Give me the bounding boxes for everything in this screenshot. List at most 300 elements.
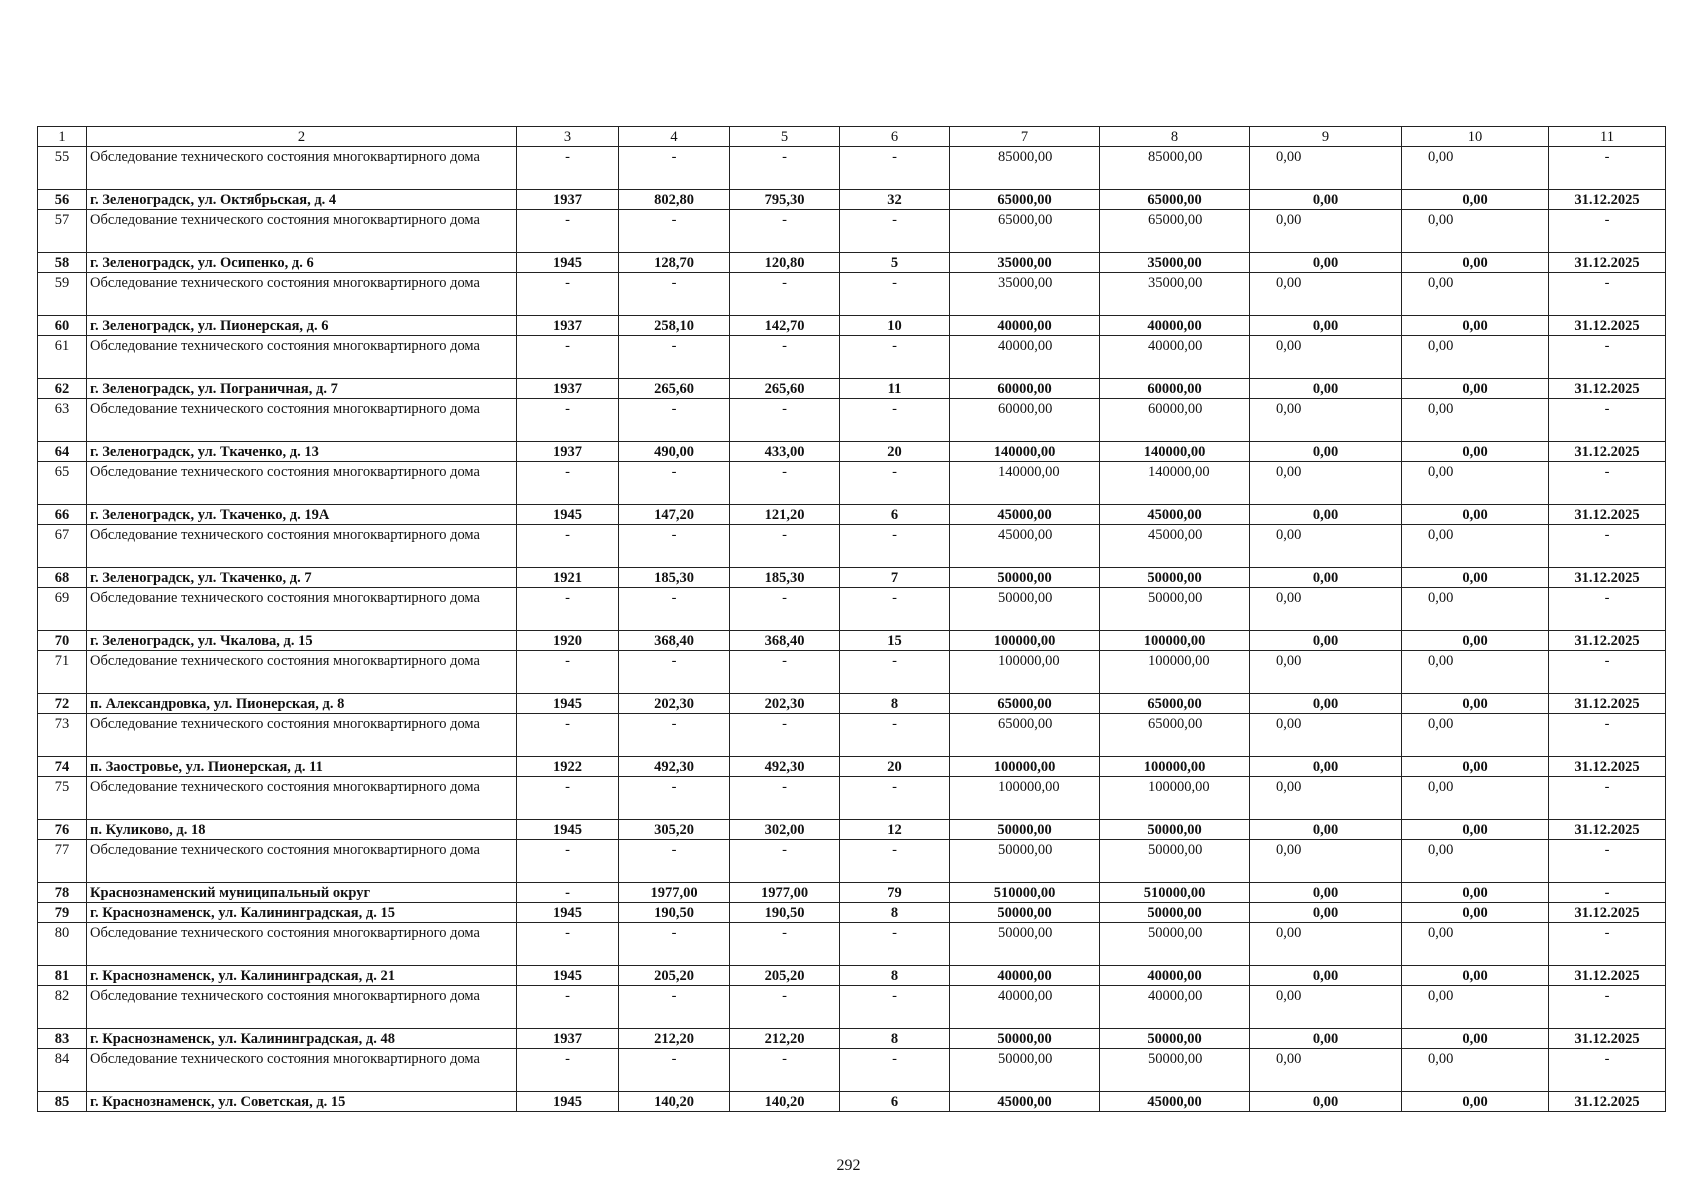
cost-fund-cell: 50000,00 bbox=[1100, 1049, 1250, 1092]
year-cell: 1945 bbox=[517, 966, 619, 986]
cost-budget-cell: 0,00 bbox=[1250, 820, 1402, 840]
row-number-cell: 64 bbox=[38, 442, 87, 462]
cost-other-cell: 0,00 bbox=[1402, 568, 1549, 588]
area-living-cell: 212,20 bbox=[730, 1029, 840, 1049]
name-cell: Обследование технического состояния многоквартирного дома bbox=[87, 525, 517, 568]
year-cell: - bbox=[517, 923, 619, 966]
year-cell: 1945 bbox=[517, 253, 619, 273]
deadline-cell: - bbox=[1549, 147, 1666, 190]
deadline-cell: 31.12.2025 bbox=[1549, 820, 1666, 840]
cost-budget-cell: 0,00 bbox=[1250, 777, 1402, 820]
residents-cell: - bbox=[840, 399, 950, 442]
area-total-cell: - bbox=[619, 273, 730, 316]
area-living-cell: - bbox=[730, 1049, 840, 1092]
area-total-cell: - bbox=[619, 651, 730, 694]
cost-other-cell: 0,00 bbox=[1402, 986, 1549, 1029]
cost-fund-cell: 50000,00 bbox=[1100, 568, 1250, 588]
row-number-cell: 76 bbox=[38, 820, 87, 840]
area-total-cell: - bbox=[619, 840, 730, 883]
area-total-cell: 265,60 bbox=[619, 379, 730, 399]
area-total-cell: 492,30 bbox=[619, 757, 730, 777]
deadline-cell: 31.12.2025 bbox=[1549, 1029, 1666, 1049]
cost-other-cell: 0,00 bbox=[1402, 442, 1549, 462]
name-cell: п. Александровка, ул. Пионерская, д. 8 bbox=[87, 694, 517, 714]
area-total-cell: - bbox=[619, 210, 730, 253]
cost-fund-cell: 100000,00 bbox=[1100, 777, 1250, 820]
row-number-cell: 83 bbox=[38, 1029, 87, 1049]
residents-cell: 8 bbox=[840, 903, 950, 923]
name-cell: г. Зеленоградск, ул. Ткаченко, д. 19А bbox=[87, 505, 517, 525]
residents-cell: - bbox=[840, 210, 950, 253]
residents-cell: - bbox=[840, 336, 950, 379]
cost-fund-cell: 40000,00 bbox=[1100, 966, 1250, 986]
column-number-cell: 3 bbox=[517, 127, 619, 147]
column-number-cell: 4 bbox=[619, 127, 730, 147]
cost-total-cell: 50000,00 bbox=[950, 1049, 1100, 1092]
name-cell: Обследование технического состояния многоквартирного дома bbox=[87, 462, 517, 505]
deadline-cell: - bbox=[1549, 525, 1666, 568]
building-row bbox=[38, 757, 1666, 777]
name-cell: г. Зеленоградск, ул. Осипенко, д. 6 bbox=[87, 253, 517, 273]
deadline-cell: - bbox=[1549, 714, 1666, 757]
cost-total-cell: 50000,00 bbox=[950, 820, 1100, 840]
cost-fund-cell: 100000,00 bbox=[1100, 631, 1250, 651]
year-cell: 1945 bbox=[517, 820, 619, 840]
cost-fund-cell: 140000,00 bbox=[1100, 462, 1250, 505]
deadline-cell: - bbox=[1549, 651, 1666, 694]
residents-cell: 7 bbox=[840, 568, 950, 588]
cost-other-cell: 0,00 bbox=[1402, 210, 1549, 253]
cost-other-cell: 0,00 bbox=[1402, 923, 1549, 966]
name-cell: п. Заостровье, ул. Пионерская, д. 11 bbox=[87, 757, 517, 777]
column-number-cell: 11 bbox=[1549, 127, 1666, 147]
year-cell: 1920 bbox=[517, 631, 619, 651]
work-item-row bbox=[38, 651, 1666, 694]
cost-total-cell: 50000,00 bbox=[950, 903, 1100, 923]
name-cell: г. Краснознаменск, ул. Калининградская, д. 15 bbox=[87, 903, 517, 923]
building-row bbox=[38, 442, 1666, 462]
column-number-row bbox=[38, 127, 1666, 147]
name-cell: Обследование технического состояния многоквартирного дома bbox=[87, 651, 517, 694]
work-item-row bbox=[38, 986, 1666, 1029]
residents-cell: 8 bbox=[840, 1029, 950, 1049]
name-cell: г. Краснознаменск, ул. Калининградская, д. 48 bbox=[87, 1029, 517, 1049]
cost-fund-cell: 100000,00 bbox=[1100, 757, 1250, 777]
residents-cell: - bbox=[840, 923, 950, 966]
building-row bbox=[38, 820, 1666, 840]
deadline-cell: - bbox=[1549, 210, 1666, 253]
row-number-cell: 69 bbox=[38, 588, 87, 631]
area-living-cell: - bbox=[730, 462, 840, 505]
cost-fund-cell: 50000,00 bbox=[1100, 588, 1250, 631]
area-living-cell: - bbox=[730, 840, 840, 883]
area-living-cell: - bbox=[730, 147, 840, 190]
cost-total-cell: 65000,00 bbox=[950, 210, 1100, 253]
name-cell: г. Зеленоградск, ул. Октябрьская, д. 4 bbox=[87, 190, 517, 210]
residents-cell: 8 bbox=[840, 694, 950, 714]
cost-total-cell: 50000,00 bbox=[950, 588, 1100, 631]
cost-budget-cell: 0,00 bbox=[1250, 1092, 1402, 1112]
building-row bbox=[38, 568, 1666, 588]
row-number-cell: 56 bbox=[38, 190, 87, 210]
cost-total-cell: 35000,00 bbox=[950, 253, 1100, 273]
deadline-cell: 31.12.2025 bbox=[1549, 316, 1666, 336]
residents-cell: 79 bbox=[840, 883, 950, 903]
column-number-cell: 1 bbox=[38, 127, 87, 147]
residents-cell: - bbox=[840, 462, 950, 505]
year-cell: 1937 bbox=[517, 316, 619, 336]
name-cell: г. Зеленоградск, ул. Пионерская, д. 6 bbox=[87, 316, 517, 336]
area-total-cell: - bbox=[619, 588, 730, 631]
cost-budget-cell: 0,00 bbox=[1250, 316, 1402, 336]
area-total-cell: 490,00 bbox=[619, 442, 730, 462]
row-number-cell: 60 bbox=[38, 316, 87, 336]
name-cell: Обследование технического состояния многоквартирного дома bbox=[87, 588, 517, 631]
area-living-cell: 302,00 bbox=[730, 820, 840, 840]
cost-total-cell: 100000,00 bbox=[950, 757, 1100, 777]
deadline-cell: - bbox=[1549, 462, 1666, 505]
work-item-row bbox=[38, 147, 1666, 190]
cost-fund-cell: 40000,00 bbox=[1100, 316, 1250, 336]
row-number-cell: 68 bbox=[38, 568, 87, 588]
name-cell: Обследование технического состояния многоквартирного дома bbox=[87, 210, 517, 253]
cost-other-cell: 0,00 bbox=[1402, 462, 1549, 505]
building-row bbox=[38, 316, 1666, 336]
area-living-cell: 368,40 bbox=[730, 631, 840, 651]
deadline-cell: 31.12.2025 bbox=[1549, 568, 1666, 588]
cost-other-cell: 0,00 bbox=[1402, 336, 1549, 379]
cost-other-cell: 0,00 bbox=[1402, 757, 1549, 777]
work-item-row bbox=[38, 525, 1666, 568]
building-row bbox=[38, 883, 1666, 903]
row-number-cell: 75 bbox=[38, 777, 87, 820]
cost-fund-cell: 45000,00 bbox=[1100, 505, 1250, 525]
deadline-cell: 31.12.2025 bbox=[1549, 442, 1666, 462]
deadline-cell: - bbox=[1549, 399, 1666, 442]
area-total-cell: 368,40 bbox=[619, 631, 730, 651]
cost-other-cell: 0,00 bbox=[1402, 273, 1549, 316]
name-cell: Обследование технического состояния многоквартирного дома bbox=[87, 1049, 517, 1092]
building-row bbox=[38, 1092, 1666, 1112]
cost-budget-cell: 0,00 bbox=[1250, 651, 1402, 694]
area-total-cell: - bbox=[619, 336, 730, 379]
cost-fund-cell: 100000,00 bbox=[1100, 651, 1250, 694]
area-living-cell: - bbox=[730, 525, 840, 568]
year-cell: 1922 bbox=[517, 757, 619, 777]
row-number-cell: 57 bbox=[38, 210, 87, 253]
row-number-cell: 63 bbox=[38, 399, 87, 442]
row-number-cell: 85 bbox=[38, 1092, 87, 1112]
column-number-cell: 6 bbox=[840, 127, 950, 147]
year-cell: - bbox=[517, 336, 619, 379]
name-cell: г. Зеленоградск, ул. Пограничная, д. 7 bbox=[87, 379, 517, 399]
year-cell: - bbox=[517, 840, 619, 883]
year-cell: - bbox=[517, 986, 619, 1029]
cost-total-cell: 50000,00 bbox=[950, 840, 1100, 883]
deadline-cell: - bbox=[1549, 336, 1666, 379]
building-row bbox=[38, 379, 1666, 399]
work-item-row bbox=[38, 336, 1666, 379]
cost-total-cell: 45000,00 bbox=[950, 505, 1100, 525]
row-number-cell: 67 bbox=[38, 525, 87, 568]
cost-fund-cell: 85000,00 bbox=[1100, 147, 1250, 190]
cost-budget-cell: 0,00 bbox=[1250, 1029, 1402, 1049]
row-number-cell: 82 bbox=[38, 986, 87, 1029]
name-cell: г. Краснознаменск, ул. Советская, д. 15 bbox=[87, 1092, 517, 1112]
work-item-row bbox=[38, 462, 1666, 505]
cost-budget-cell: 0,00 bbox=[1250, 966, 1402, 986]
name-cell: п. Куликово, д. 18 bbox=[87, 820, 517, 840]
cost-fund-cell: 50000,00 bbox=[1100, 840, 1250, 883]
area-living-cell: 433,00 bbox=[730, 442, 840, 462]
deadline-cell: 31.12.2025 bbox=[1549, 631, 1666, 651]
cost-budget-cell: 0,00 bbox=[1250, 1049, 1402, 1092]
year-cell: - bbox=[517, 399, 619, 442]
year-cell: - bbox=[517, 147, 619, 190]
program-table bbox=[37, 126, 1666, 1112]
cost-total-cell: 510000,00 bbox=[950, 883, 1100, 903]
cost-other-cell: 0,00 bbox=[1402, 1029, 1549, 1049]
cost-fund-cell: 65000,00 bbox=[1100, 190, 1250, 210]
residents-cell: - bbox=[840, 1049, 950, 1092]
year-cell: - bbox=[517, 525, 619, 568]
name-cell: г. Краснознаменск, ул. Калининградская, д. 21 bbox=[87, 966, 517, 986]
cost-total-cell: 40000,00 bbox=[950, 966, 1100, 986]
cost-fund-cell: 510000,00 bbox=[1100, 883, 1250, 903]
cost-budget-cell: 0,00 bbox=[1250, 379, 1402, 399]
area-total-cell: - bbox=[619, 462, 730, 505]
deadline-cell: 31.12.2025 bbox=[1549, 757, 1666, 777]
cost-fund-cell: 50000,00 bbox=[1100, 1029, 1250, 1049]
work-item-row bbox=[38, 777, 1666, 820]
cost-budget-cell: 0,00 bbox=[1250, 505, 1402, 525]
residents-cell: 5 bbox=[840, 253, 950, 273]
building-row bbox=[38, 505, 1666, 525]
building-row bbox=[38, 903, 1666, 923]
cost-other-cell: 0,00 bbox=[1402, 631, 1549, 651]
area-living-cell: 140,20 bbox=[730, 1092, 840, 1112]
residents-cell: 6 bbox=[840, 1092, 950, 1112]
cost-total-cell: 45000,00 bbox=[950, 1092, 1100, 1112]
year-cell: - bbox=[517, 210, 619, 253]
cost-other-cell: 0,00 bbox=[1402, 190, 1549, 210]
building-row bbox=[38, 190, 1666, 210]
row-number-cell: 59 bbox=[38, 273, 87, 316]
work-item-row bbox=[38, 840, 1666, 883]
cost-fund-cell: 140000,00 bbox=[1100, 442, 1250, 462]
deadline-cell: - bbox=[1549, 923, 1666, 966]
year-cell: 1937 bbox=[517, 442, 619, 462]
cost-budget-cell: 0,00 bbox=[1250, 190, 1402, 210]
cost-budget-cell: 0,00 bbox=[1250, 442, 1402, 462]
cost-other-cell: 0,00 bbox=[1402, 1092, 1549, 1112]
name-cell: Обследование технического состояния многоквартирного дома bbox=[87, 923, 517, 966]
year-cell: - bbox=[517, 714, 619, 757]
area-living-cell: - bbox=[730, 588, 840, 631]
row-number-cell: 62 bbox=[38, 379, 87, 399]
column-number-cell: 2 bbox=[87, 127, 517, 147]
work-item-row bbox=[38, 273, 1666, 316]
cost-fund-cell: 60000,00 bbox=[1100, 399, 1250, 442]
cost-other-cell: 0,00 bbox=[1402, 253, 1549, 273]
area-total-cell: 185,30 bbox=[619, 568, 730, 588]
deadline-cell: - bbox=[1549, 883, 1666, 903]
row-number-cell: 77 bbox=[38, 840, 87, 883]
deadline-cell: - bbox=[1549, 986, 1666, 1029]
page-number: 292 bbox=[836, 1157, 861, 1174]
cost-fund-cell: 35000,00 bbox=[1100, 253, 1250, 273]
residents-cell: - bbox=[840, 777, 950, 820]
work-item-row bbox=[38, 1049, 1666, 1092]
building-row bbox=[38, 694, 1666, 714]
area-total-cell: - bbox=[619, 147, 730, 190]
cost-budget-cell: 0,00 bbox=[1250, 147, 1402, 190]
area-total-cell: 258,10 bbox=[619, 316, 730, 336]
row-number-cell: 66 bbox=[38, 505, 87, 525]
area-living-cell: - bbox=[730, 210, 840, 253]
area-total-cell: - bbox=[619, 986, 730, 1029]
cost-fund-cell: 50000,00 bbox=[1100, 923, 1250, 966]
row-number-cell: 71 bbox=[38, 651, 87, 694]
residents-cell: 11 bbox=[840, 379, 950, 399]
name-cell: г. Зеленоградск, ул. Чкалова, д. 15 bbox=[87, 631, 517, 651]
cost-total-cell: 50000,00 bbox=[950, 923, 1100, 966]
year-cell: 1937 bbox=[517, 379, 619, 399]
deadline-cell: 31.12.2025 bbox=[1549, 379, 1666, 399]
name-cell: Обследование технического состояния многоквартирного дома bbox=[87, 336, 517, 379]
year-cell: - bbox=[517, 588, 619, 631]
area-living-cell: - bbox=[730, 399, 840, 442]
cost-budget-cell: 0,00 bbox=[1250, 336, 1402, 379]
row-number-cell: 70 bbox=[38, 631, 87, 651]
cost-total-cell: 50000,00 bbox=[950, 568, 1100, 588]
year-cell: - bbox=[517, 462, 619, 505]
area-living-cell: 795,30 bbox=[730, 190, 840, 210]
area-total-cell: - bbox=[619, 714, 730, 757]
cost-fund-cell: 50000,00 bbox=[1100, 820, 1250, 840]
residents-cell: 20 bbox=[840, 442, 950, 462]
name-cell: Обследование технического состояния многоквартирного дома bbox=[87, 147, 517, 190]
area-living-cell: 205,20 bbox=[730, 966, 840, 986]
row-number-cell: 84 bbox=[38, 1049, 87, 1092]
column-number-cell: 5 bbox=[730, 127, 840, 147]
year-cell: 1945 bbox=[517, 1092, 619, 1112]
area-total-cell: 1977,00 bbox=[619, 883, 730, 903]
year-cell: - bbox=[517, 651, 619, 694]
cost-budget-cell: 0,00 bbox=[1250, 210, 1402, 253]
year-cell: 1945 bbox=[517, 903, 619, 923]
row-number-cell: 61 bbox=[38, 336, 87, 379]
area-total-cell: 212,20 bbox=[619, 1029, 730, 1049]
area-living-cell: - bbox=[730, 714, 840, 757]
cost-total-cell: 40000,00 bbox=[950, 336, 1100, 379]
cost-total-cell: 65000,00 bbox=[950, 190, 1100, 210]
name-cell: г. Зеленоградск, ул. Ткаченко, д. 13 bbox=[87, 442, 517, 462]
cost-other-cell: 0,00 bbox=[1402, 820, 1549, 840]
residents-cell: 12 bbox=[840, 820, 950, 840]
work-item-row bbox=[38, 399, 1666, 442]
column-number-cell: 8 bbox=[1100, 127, 1250, 147]
cost-fund-cell: 60000,00 bbox=[1100, 379, 1250, 399]
area-living-cell: - bbox=[730, 923, 840, 966]
cost-total-cell: 65000,00 bbox=[950, 714, 1100, 757]
cost-other-cell: 0,00 bbox=[1402, 379, 1549, 399]
name-cell: Краснознаменский муниципальный округ bbox=[87, 883, 517, 903]
year-cell: - bbox=[517, 1049, 619, 1092]
work-item-row bbox=[38, 714, 1666, 757]
building-row bbox=[38, 1029, 1666, 1049]
cost-other-cell: 0,00 bbox=[1402, 316, 1549, 336]
cost-fund-cell: 65000,00 bbox=[1100, 210, 1250, 253]
residents-cell: 8 bbox=[840, 966, 950, 986]
year-cell: - bbox=[517, 883, 619, 903]
row-number-cell: 58 bbox=[38, 253, 87, 273]
name-cell: Обследование технического состояния многоквартирного дома bbox=[87, 399, 517, 442]
cost-fund-cell: 50000,00 bbox=[1100, 903, 1250, 923]
area-total-cell: 147,20 bbox=[619, 505, 730, 525]
year-cell: 1921 bbox=[517, 568, 619, 588]
cost-other-cell: 0,00 bbox=[1402, 966, 1549, 986]
cost-budget-cell: 0,00 bbox=[1250, 757, 1402, 777]
cost-budget-cell: 0,00 bbox=[1250, 525, 1402, 568]
residents-cell: - bbox=[840, 588, 950, 631]
area-living-cell: 202,30 bbox=[730, 694, 840, 714]
cost-other-cell: 0,00 bbox=[1402, 651, 1549, 694]
cost-other-cell: 0,00 bbox=[1402, 777, 1549, 820]
area-total-cell: - bbox=[619, 399, 730, 442]
cost-budget-cell: 0,00 bbox=[1250, 588, 1402, 631]
cost-fund-cell: 65000,00 bbox=[1100, 694, 1250, 714]
row-number-cell: 72 bbox=[38, 694, 87, 714]
cost-other-cell: 0,00 bbox=[1402, 694, 1549, 714]
column-number-cell: 9 bbox=[1250, 127, 1402, 147]
row-number-cell: 55 bbox=[38, 147, 87, 190]
area-living-cell: - bbox=[730, 651, 840, 694]
building-row bbox=[38, 631, 1666, 651]
cost-other-cell: 0,00 bbox=[1402, 588, 1549, 631]
residents-cell: - bbox=[840, 525, 950, 568]
cost-total-cell: 100000,00 bbox=[950, 631, 1100, 651]
deadline-cell: - bbox=[1549, 588, 1666, 631]
cost-total-cell: 60000,00 bbox=[950, 379, 1100, 399]
cost-budget-cell: 0,00 bbox=[1250, 568, 1402, 588]
area-living-cell: 1977,00 bbox=[730, 883, 840, 903]
area-living-cell: 492,30 bbox=[730, 757, 840, 777]
area-living-cell: 120,80 bbox=[730, 253, 840, 273]
residents-cell: 6 bbox=[840, 505, 950, 525]
area-living-cell: 185,30 bbox=[730, 568, 840, 588]
cost-budget-cell: 0,00 bbox=[1250, 840, 1402, 883]
year-cell: 1945 bbox=[517, 505, 619, 525]
area-total-cell: 305,20 bbox=[619, 820, 730, 840]
cost-total-cell: 85000,00 bbox=[950, 147, 1100, 190]
cost-budget-cell: 0,00 bbox=[1250, 273, 1402, 316]
area-total-cell: 190,50 bbox=[619, 903, 730, 923]
deadline-cell: 31.12.2025 bbox=[1549, 190, 1666, 210]
row-number-cell: 74 bbox=[38, 757, 87, 777]
residents-cell: 32 bbox=[840, 190, 950, 210]
building-row bbox=[38, 966, 1666, 986]
year-cell: - bbox=[517, 273, 619, 316]
column-number-cell: 10 bbox=[1402, 127, 1549, 147]
row-number-cell: 79 bbox=[38, 903, 87, 923]
residents-cell: - bbox=[840, 273, 950, 316]
deadline-cell: 31.12.2025 bbox=[1549, 253, 1666, 273]
year-cell: - bbox=[517, 777, 619, 820]
residents-cell: - bbox=[840, 651, 950, 694]
area-living-cell: 142,70 bbox=[730, 316, 840, 336]
deadline-cell: - bbox=[1549, 273, 1666, 316]
